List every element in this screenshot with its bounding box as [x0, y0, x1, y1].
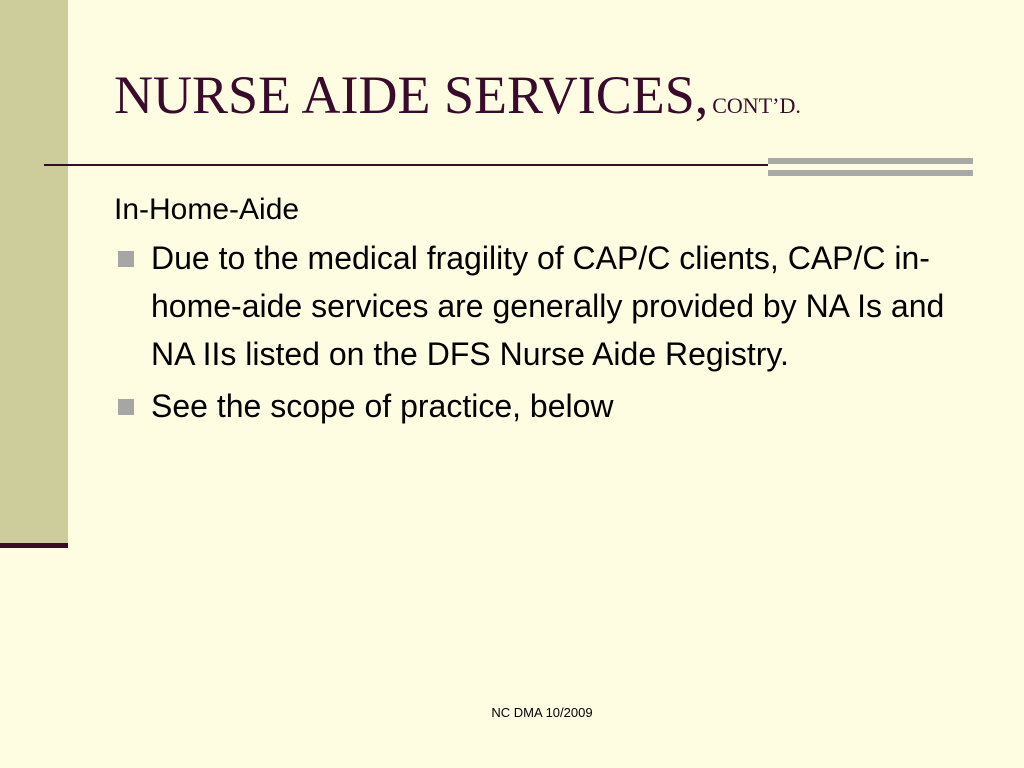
bullet-item	[114, 382, 974, 430]
square-bullet-icon	[118, 251, 134, 267]
slide-title	[114, 64, 801, 126]
slide-title-main: NURSE AIDE SERVICES,	[114, 65, 709, 125]
bullet-text: Due to the medical fragility of CAP/C clients, CAP/C in-home-aide services are generally provided by NA Is and NA IIs listed on the DFS Nurse Aide Registry.	[151, 240, 945, 372]
title-accent-bars	[768, 158, 973, 178]
accent-bar	[768, 158, 973, 164]
slide-footer: NC DMA 10/2009	[491, 705, 593, 720]
bullet-text: See the scope of practice, below	[151, 388, 614, 424]
title-divider	[44, 164, 768, 166]
subheading: In-Home-Aide	[114, 193, 300, 226]
bullet-item	[114, 234, 974, 378]
accent-bar	[768, 170, 973, 176]
slide-body	[114, 190, 974, 434]
square-bullet-icon	[118, 399, 134, 415]
slide-title-suffix: CONT’D.	[712, 93, 801, 118]
side-band-rule	[0, 543, 68, 548]
side-band	[0, 0, 68, 548]
